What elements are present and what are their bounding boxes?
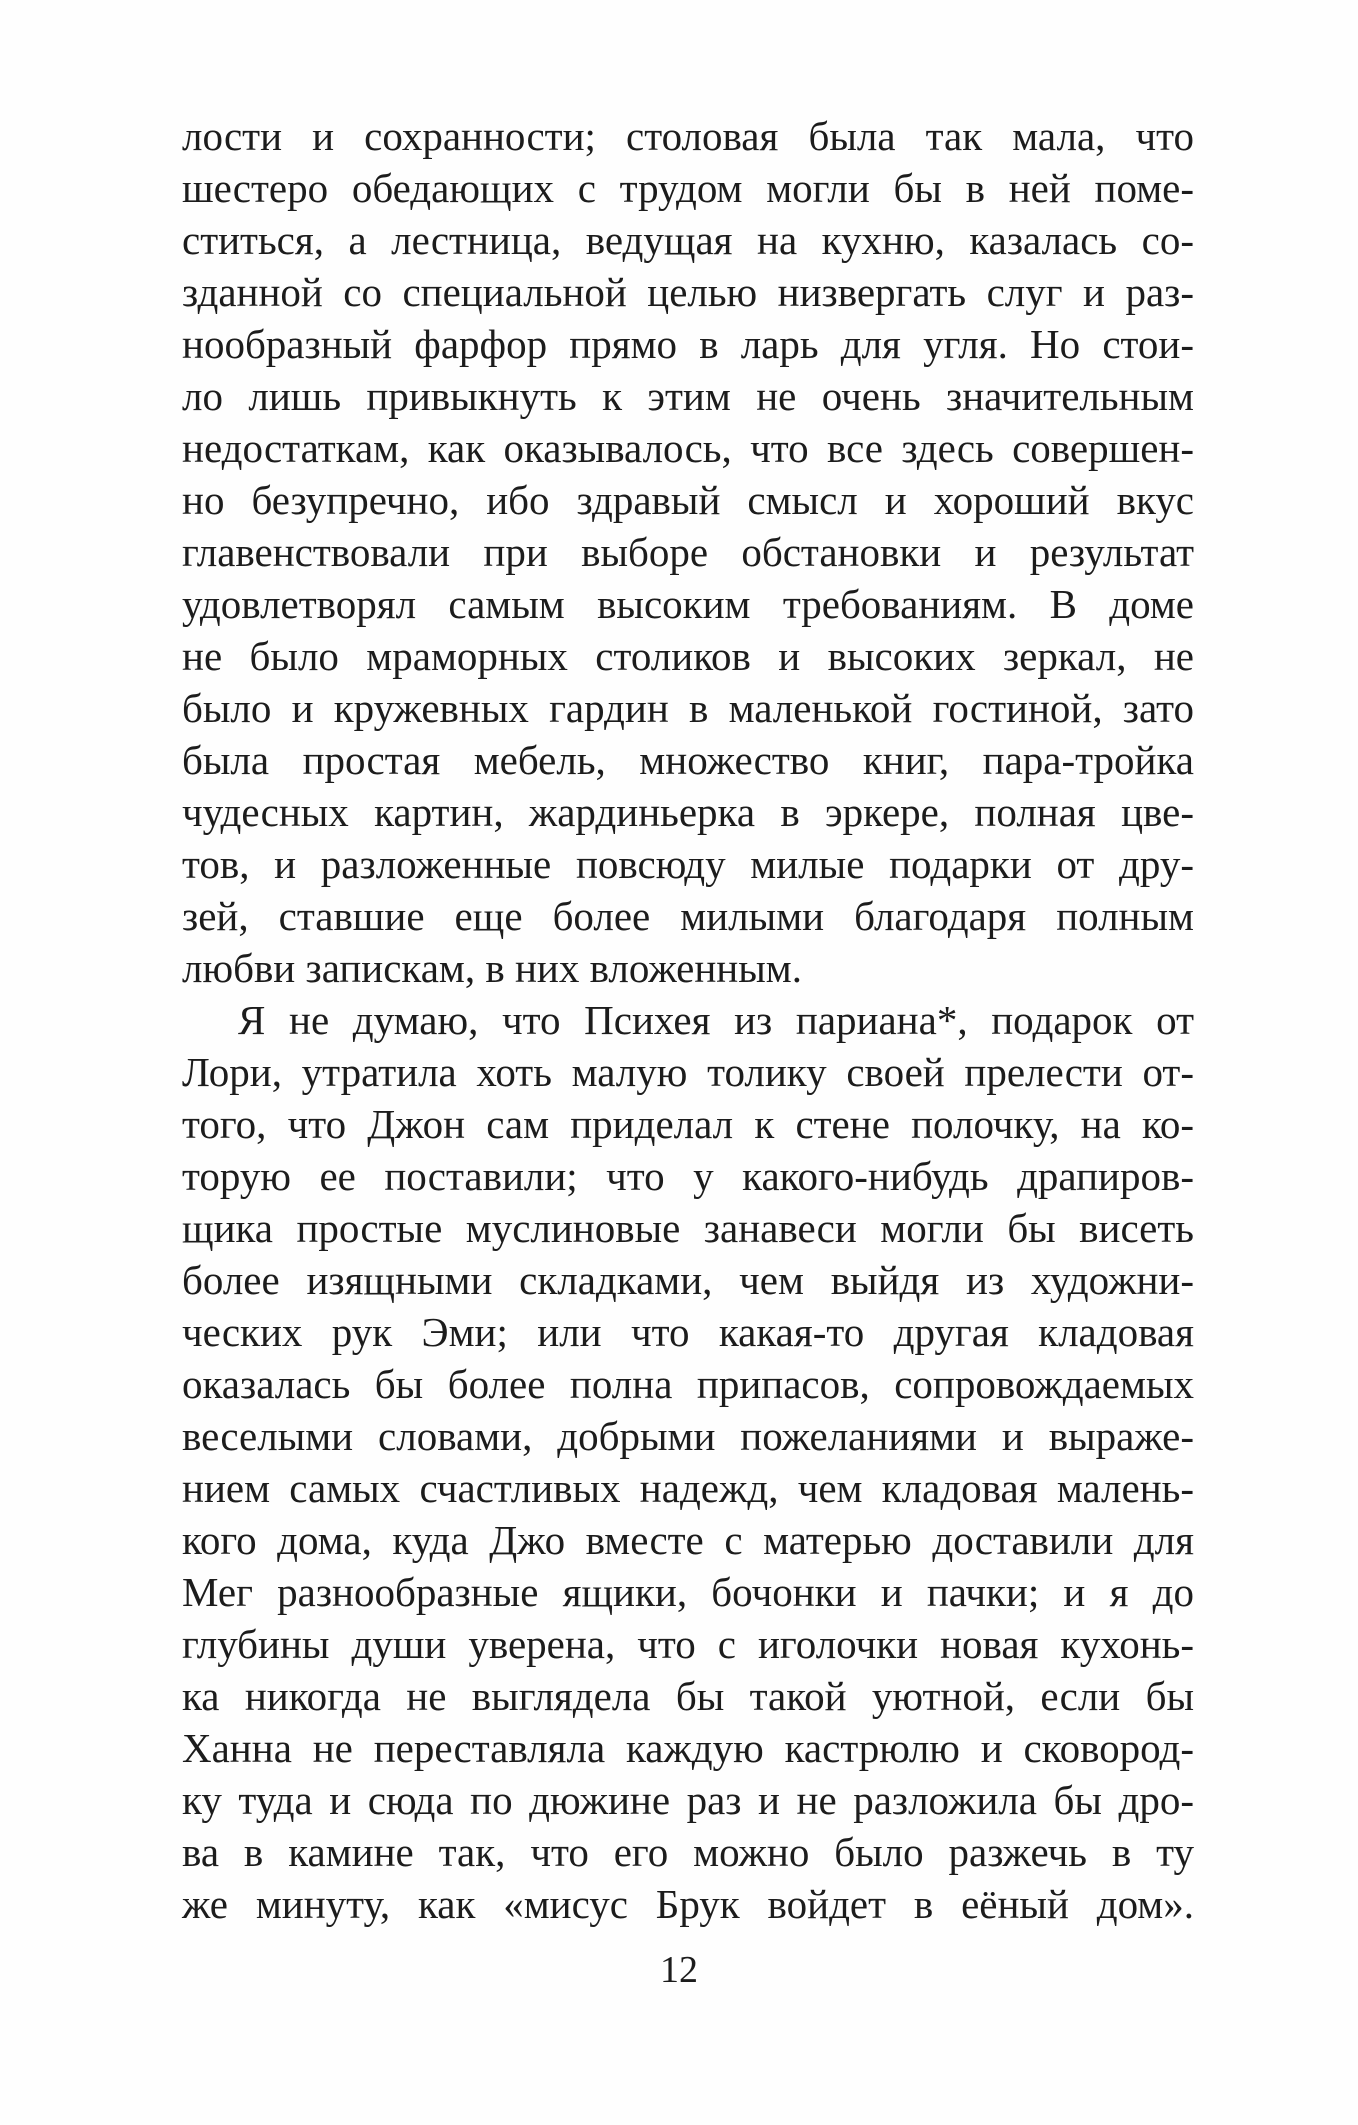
paragraph-1 bbox=[182, 110, 1194, 994]
text-line: тов, и разложенные повсюду милые подарки от дру- bbox=[182, 841, 1194, 887]
text-line: шестеро обедающих с трудом могли бы в ней поме- bbox=[182, 165, 1194, 211]
text-line: же минуту, как «мисус Брук войдет в еёный дом». bbox=[182, 1881, 1194, 1927]
text-line: Ханна не переставляла каждую кастрюлю и сковород- bbox=[182, 1725, 1194, 1771]
text-line: Мег разнообразные ящики, бочонки и пачки; и я до bbox=[182, 1569, 1194, 1615]
text-line: ку туда и сюда по дюжине раз и не разложила бы дро- bbox=[182, 1777, 1194, 1823]
text-line: было и кружевных гардин в маленькой гостиной, зато bbox=[182, 685, 1194, 731]
text-line: глубины души уверена, что с иголочки новая кухонь- bbox=[182, 1621, 1194, 1667]
text-line: Я не думаю, что Психея из париана*, подарок от bbox=[238, 997, 1194, 1043]
text-line: зей, ставшие еще более милыми благодаря полным bbox=[182, 893, 1194, 939]
text-line: ка никогда не выглядела бы такой уютной, если бы bbox=[182, 1673, 1194, 1719]
text-line: того, что Джон сам приделал к стене полочку, на ко- bbox=[182, 1101, 1194, 1147]
text-line: ститься, а лестница, ведущая на кухню, казалась со- bbox=[182, 217, 1194, 263]
text-line: ло лишь привыкнуть к этим не очень значительным bbox=[182, 373, 1194, 419]
text-line: нием самых счастливых надежд, чем кладовая малень- bbox=[182, 1465, 1194, 1511]
text-line: Лори, утратила хоть малую толику своей прелести от- bbox=[182, 1049, 1194, 1095]
text-line: кого дома, куда Джо вместе с матерью доставили для bbox=[182, 1517, 1194, 1563]
text-line: главенствовали при выборе обстановки и результат bbox=[182, 529, 1194, 575]
text-line: удовлетворял самым высоким требованиям. В доме bbox=[182, 581, 1194, 627]
text-line: любви запискам, в них вложенным. bbox=[182, 945, 802, 991]
text-line: но безупречно, ибо здравый смысл и хороший вкус bbox=[182, 477, 1194, 523]
text-line: веселыми словами, добрыми пожеланиями и выраже- bbox=[182, 1413, 1194, 1459]
text-line: нообразный фарфор прямо в ларь для угля. Но стои- bbox=[182, 321, 1194, 367]
text-line: торую ее поставили; что у какого-нибудь драпиров- bbox=[182, 1153, 1194, 1199]
text-line: оказалась бы более полна припасов, сопровождаемых bbox=[182, 1361, 1194, 1407]
text-line: лости и сохранности; столовая была так мала, что bbox=[182, 113, 1194, 159]
text-line: была простая мебель, множество книг, пара-тройка bbox=[182, 737, 1194, 783]
text-line: ческих рук Эми; или что какая-то другая кладовая bbox=[182, 1309, 1194, 1355]
page-number: 12 bbox=[660, 1949, 698, 1991]
text-line: недостаткам, как оказывалось, что все здесь совершен- bbox=[182, 425, 1194, 471]
text-line: более изящными складками, чем выйдя из художни- bbox=[182, 1257, 1194, 1303]
paragraph-2 bbox=[182, 994, 1194, 1930]
text-line: щика простые муслиновые занавеси могли бы висеть bbox=[182, 1205, 1194, 1251]
body-text bbox=[182, 110, 1194, 1930]
text-line: ва в камине так, что его можно было разжечь в ту bbox=[182, 1829, 1194, 1875]
text-line: чудесных картин, жардиньерка в эркере, полная цве- bbox=[182, 789, 1194, 835]
text-line: зданной со специальной целью низвергать слуг и раз- bbox=[182, 269, 1194, 315]
text-line: не было мраморных столиков и высоких зеркал, не bbox=[182, 633, 1194, 679]
